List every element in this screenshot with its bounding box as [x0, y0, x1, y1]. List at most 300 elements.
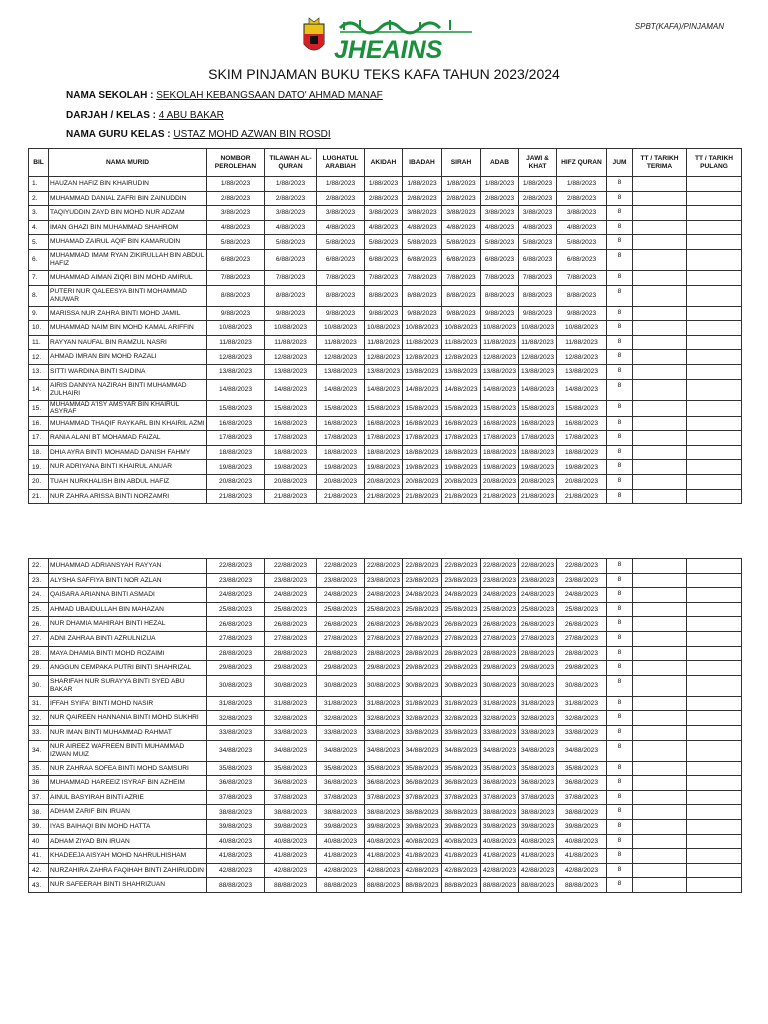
received-signature-cell[interactable] [633, 460, 687, 475]
subject-book-number: 2/88/2023 [317, 191, 365, 206]
subject-book-number: 39/88/2023 [317, 819, 365, 834]
subject-book-number: 36/88/2023 [557, 776, 607, 791]
subject-book-number: 1/88/2023 [442, 177, 481, 192]
returned-signature-cell[interactable] [687, 559, 742, 574]
subject-book-number: 6/88/2023 [481, 249, 519, 270]
subject-book-number: 22/88/2023 [442, 559, 481, 574]
received-signature-cell[interactable] [633, 805, 687, 820]
subject-book-number: 37/88/2023 [481, 790, 519, 805]
received-signature-cell[interactable] [633, 489, 687, 504]
subject-book-number: 33/88/2023 [481, 725, 519, 740]
row-number: 2. [29, 191, 49, 206]
total-count: 8 [607, 740, 633, 761]
subject-book-number: 26/88/2023 [317, 617, 365, 632]
acquisition-number: 29/88/2023 [207, 661, 265, 676]
row-number: 37. [29, 790, 49, 805]
subject-book-number: 39/88/2023 [519, 819, 557, 834]
returned-signature-cell[interactable] [687, 661, 742, 676]
returned-signature-cell[interactable] [687, 834, 742, 849]
returned-signature-cell[interactable] [687, 460, 742, 475]
received-signature-cell[interactable] [633, 335, 687, 350]
row-number: 32. [29, 711, 49, 726]
subject-book-number: 40/88/2023 [442, 834, 481, 849]
col-header: JAWI & KHAT [519, 149, 557, 177]
received-signature-cell[interactable] [633, 400, 687, 416]
received-signature-cell[interactable] [633, 849, 687, 864]
total-count: 8 [607, 646, 633, 661]
subject-book-number: 9/88/2023 [557, 306, 607, 321]
col-header: HIFZ QURAN [557, 149, 607, 177]
row-number: 35. [29, 761, 49, 776]
subject-book-number: 32/88/2023 [519, 711, 557, 726]
received-signature-cell[interactable] [633, 776, 687, 791]
returned-signature-cell[interactable] [687, 740, 742, 761]
received-signature-cell[interactable] [633, 725, 687, 740]
returned-signature-cell[interactable] [687, 761, 742, 776]
acquisition-number: 33/88/2023 [207, 725, 265, 740]
subject-book-number: 30/88/2023 [442, 675, 481, 696]
returned-signature-cell[interactable] [687, 675, 742, 696]
subject-book-number: 38/88/2023 [403, 805, 442, 820]
subject-book-number: 16/88/2023 [519, 416, 557, 431]
subject-book-number: 38/88/2023 [519, 805, 557, 820]
subject-book-number: 41/88/2023 [265, 849, 317, 864]
returned-signature-cell[interactable] [687, 350, 742, 365]
returned-signature-cell[interactable] [687, 474, 742, 489]
row-number: 42. [29, 863, 49, 878]
subject-book-number: 21/88/2023 [442, 489, 481, 504]
subject-book-number: 35/88/2023 [365, 761, 403, 776]
received-signature-cell[interactable] [633, 646, 687, 661]
returned-signature-cell[interactable] [687, 270, 742, 285]
returned-signature-cell[interactable] [687, 776, 742, 791]
subject-book-number: 13/88/2023 [557, 364, 607, 379]
subject-book-number: 22/88/2023 [365, 559, 403, 574]
subject-book-number: 17/88/2023 [481, 431, 519, 446]
subject-book-number: 19/88/2023 [403, 460, 442, 475]
subject-book-number: 6/88/2023 [365, 249, 403, 270]
col-header: SIRAH [442, 149, 481, 177]
subject-book-number: 16/88/2023 [403, 416, 442, 431]
subject-book-number: 32/88/2023 [365, 711, 403, 726]
subject-book-number: 12/88/2023 [481, 350, 519, 365]
received-signature-cell[interactable] [633, 661, 687, 676]
subject-book-number: 6/88/2023 [519, 249, 557, 270]
subject-book-number: 27/88/2023 [317, 631, 365, 646]
subject-book-number: 10/88/2023 [317, 321, 365, 336]
subject-book-number: 12/88/2023 [519, 350, 557, 365]
subject-book-number: 18/88/2023 [265, 445, 317, 460]
row-number: 31. [29, 696, 49, 711]
returned-signature-cell[interactable] [687, 235, 742, 250]
received-signature-cell[interactable] [633, 445, 687, 460]
subject-book-number: 20/88/2023 [519, 474, 557, 489]
subject-book-number: 1/88/2023 [481, 177, 519, 192]
school-name-line [66, 90, 383, 101]
table-row [29, 335, 742, 350]
returned-signature-cell[interactable] [687, 849, 742, 864]
subject-book-number: 21/88/2023 [519, 489, 557, 504]
subject-book-number: 13/88/2023 [403, 364, 442, 379]
col-header: NAMA MURID [49, 149, 207, 177]
student-name: AIRIS DANNYA NAZIRAH BINTI MUHAMMAD ZULHAIRI [49, 379, 207, 400]
subject-book-number: 24/88/2023 [557, 588, 607, 603]
returned-signature-cell[interactable] [687, 489, 742, 504]
subject-book-number: 7/88/2023 [265, 270, 317, 285]
table-row [29, 675, 742, 696]
returned-signature-cell[interactable] [687, 696, 742, 711]
subject-book-number: 14/88/2023 [519, 379, 557, 400]
subject-book-number: 4/88/2023 [317, 220, 365, 235]
table-row [29, 878, 742, 893]
received-signature-cell[interactable] [633, 588, 687, 603]
returned-signature-cell[interactable] [687, 249, 742, 270]
subject-book-number: 13/88/2023 [265, 364, 317, 379]
subject-book-number: 2/88/2023 [403, 191, 442, 206]
subject-book-number: 88/88/2023 [519, 878, 557, 893]
subject-book-number: 36/88/2023 [403, 776, 442, 791]
table-row [29, 696, 742, 711]
total-count: 8 [607, 661, 633, 676]
subject-book-number: 41/88/2023 [557, 849, 607, 864]
subject-book-number: 10/88/2023 [265, 321, 317, 336]
row-number: 9. [29, 306, 49, 321]
received-signature-cell[interactable] [633, 270, 687, 285]
table-row [29, 249, 742, 270]
table-row [29, 400, 742, 416]
table-row [29, 191, 742, 206]
received-signature-cell[interactable] [633, 675, 687, 696]
subject-book-number: 18/88/2023 [317, 445, 365, 460]
row-number: 41. [29, 849, 49, 864]
subject-book-number: 41/88/2023 [519, 849, 557, 864]
returned-signature-cell[interactable] [687, 602, 742, 617]
returned-signature-cell[interactable] [687, 379, 742, 400]
student-name: ADHAM ZARIF BIN IRUAN [49, 805, 207, 820]
subject-book-number: 25/88/2023 [365, 602, 403, 617]
subject-book-number: 15/88/2023 [317, 400, 365, 416]
received-signature-cell[interactable] [633, 321, 687, 336]
received-signature-cell[interactable] [633, 602, 687, 617]
returned-signature-cell[interactable] [687, 431, 742, 446]
subject-book-number: 26/88/2023 [403, 617, 442, 632]
student-name: MUHAMMAD A'ISY AMSYAR BIN KHAIRUL ASYRAF [49, 400, 207, 416]
subject-book-number: 25/88/2023 [557, 602, 607, 617]
subject-book-number: 20/88/2023 [403, 474, 442, 489]
subject-book-number: 42/88/2023 [317, 863, 365, 878]
returned-signature-cell[interactable] [687, 321, 742, 336]
subject-book-number: 37/88/2023 [557, 790, 607, 805]
subject-book-number: 15/88/2023 [403, 400, 442, 416]
returned-signature-cell[interactable] [687, 790, 742, 805]
table-row [29, 235, 742, 250]
returned-signature-cell[interactable] [687, 220, 742, 235]
subject-book-number: 9/88/2023 [317, 306, 365, 321]
returned-signature-cell[interactable] [687, 445, 742, 460]
subject-book-number: 6/88/2023 [403, 249, 442, 270]
table-row [29, 863, 742, 878]
subject-book-number: 28/88/2023 [481, 646, 519, 661]
received-signature-cell[interactable] [633, 761, 687, 776]
table-row [29, 805, 742, 820]
subject-book-number: 17/88/2023 [317, 431, 365, 446]
subject-book-number: 4/88/2023 [481, 220, 519, 235]
received-signature-cell[interactable] [633, 206, 687, 221]
received-signature-cell[interactable] [633, 711, 687, 726]
received-signature-cell[interactable] [633, 350, 687, 365]
received-signature-cell[interactable] [633, 364, 687, 379]
total-count: 8 [607, 863, 633, 878]
returned-signature-cell[interactable] [687, 631, 742, 646]
returned-signature-cell[interactable] [687, 617, 742, 632]
table-row [29, 285, 742, 306]
table-row [29, 819, 742, 834]
total-count: 8 [607, 379, 633, 400]
subject-book-number: 16/88/2023 [365, 416, 403, 431]
subject-book-number: 11/88/2023 [265, 335, 317, 350]
school-name-value: SEKOLAH KEBANGSAAN DATO' AHMAD MANAF [156, 90, 383, 101]
total-count: 8 [607, 805, 633, 820]
returned-signature-cell[interactable] [687, 725, 742, 740]
returned-signature-cell[interactable] [687, 285, 742, 306]
subject-book-number: 24/88/2023 [403, 588, 442, 603]
subject-book-number: 23/88/2023 [519, 573, 557, 588]
received-signature-cell[interactable] [633, 740, 687, 761]
subject-book-number: 5/88/2023 [365, 235, 403, 250]
returned-signature-cell[interactable] [687, 805, 742, 820]
subject-book-number: 17/88/2023 [442, 431, 481, 446]
row-number: 27. [29, 631, 49, 646]
returned-signature-cell[interactable] [687, 878, 742, 893]
subject-book-number: 18/88/2023 [481, 445, 519, 460]
subject-book-number: 8/88/2023 [317, 285, 365, 306]
student-name: KHADEEJA AISYAH MOHD NAHRULHISHAM [49, 849, 207, 864]
subject-book-number: 20/88/2023 [557, 474, 607, 489]
subject-book-number: 22/88/2023 [557, 559, 607, 574]
student-name: MUHAMMAD DANIAL ZAFRI BIN ZAINUDDIN [49, 191, 207, 206]
total-count: 8 [607, 675, 633, 696]
row-number: 3. [29, 206, 49, 221]
total-count: 8 [607, 573, 633, 588]
row-number: 29. [29, 661, 49, 676]
row-number: 14. [29, 379, 49, 400]
subject-book-number: 7/88/2023 [317, 270, 365, 285]
subject-book-number: 4/88/2023 [519, 220, 557, 235]
subject-book-number: 88/88/2023 [403, 878, 442, 893]
subject-book-number: 19/88/2023 [317, 460, 365, 475]
subject-book-number: 32/88/2023 [481, 711, 519, 726]
acquisition-number: 20/88/2023 [207, 474, 265, 489]
returned-signature-cell[interactable] [687, 177, 742, 192]
student-name: MUHAMMAD HAREEIZ ISYRAF BIN AZHEIM [49, 776, 207, 791]
subject-book-number: 18/88/2023 [403, 445, 442, 460]
returned-signature-cell[interactable] [687, 819, 742, 834]
received-signature-cell[interactable] [633, 191, 687, 206]
returned-signature-cell[interactable] [687, 573, 742, 588]
received-signature-cell[interactable] [633, 819, 687, 834]
teacher-value: USTAZ MOHD AZWAN BIN ROSDI [173, 129, 331, 140]
subject-book-number: 30/88/2023 [265, 675, 317, 696]
received-signature-cell[interactable] [633, 306, 687, 321]
acquisition-number: 41/88/2023 [207, 849, 265, 864]
subject-book-number: 17/88/2023 [519, 431, 557, 446]
total-count: 8 [607, 400, 633, 416]
subject-book-number: 88/88/2023 [442, 878, 481, 893]
subject-book-number: 22/88/2023 [481, 559, 519, 574]
subject-book-number: 26/88/2023 [519, 617, 557, 632]
page-title: SKIM PINJAMAN BUKU TEKS KAFA TAHUN 2023/2024 [208, 66, 560, 82]
received-signature-cell[interactable] [633, 474, 687, 489]
received-signature-cell[interactable] [633, 617, 687, 632]
subject-book-number: 12/88/2023 [365, 350, 403, 365]
row-number: 16. [29, 416, 49, 431]
subject-book-number: 34/88/2023 [481, 740, 519, 761]
subject-book-number: 12/88/2023 [317, 350, 365, 365]
subject-book-number: 25/88/2023 [481, 602, 519, 617]
table-row [29, 445, 742, 460]
state-crest-icon [304, 18, 324, 50]
received-signature-cell[interactable] [633, 379, 687, 400]
subject-book-number: 21/88/2023 [365, 489, 403, 504]
total-count: 8 [607, 431, 633, 446]
received-signature-cell[interactable] [633, 878, 687, 893]
subject-book-number: 21/88/2023 [557, 489, 607, 504]
subject-book-number: 29/88/2023 [317, 661, 365, 676]
returned-signature-cell[interactable] [687, 364, 742, 379]
subject-book-number: 4/88/2023 [557, 220, 607, 235]
total-count: 8 [607, 559, 633, 574]
subject-book-number: 19/88/2023 [365, 460, 403, 475]
received-signature-cell[interactable] [633, 177, 687, 192]
acquisition-number: 9/88/2023 [207, 306, 265, 321]
row-number: 38. [29, 805, 49, 820]
returned-signature-cell[interactable] [687, 863, 742, 878]
student-name: MUHAMAD ZAIRUL AQIF BIN KAMARUDIN [49, 235, 207, 250]
table-row [29, 661, 742, 676]
received-signature-cell[interactable] [633, 416, 687, 431]
row-number: 8. [29, 285, 49, 306]
received-signature-cell[interactable] [633, 834, 687, 849]
returned-signature-cell[interactable] [687, 711, 742, 726]
student-name: PUTERI NUR QALEESYA BINTI MOHAMMAD ANUWAR [49, 285, 207, 306]
subject-book-number: 5/88/2023 [442, 235, 481, 250]
subject-book-number: 11/88/2023 [519, 335, 557, 350]
subject-book-number: 19/88/2023 [265, 460, 317, 475]
acquisition-number: 6/88/2023 [207, 249, 265, 270]
subject-book-number: 24/88/2023 [481, 588, 519, 603]
subject-book-number: 15/88/2023 [481, 400, 519, 416]
subject-book-number: 14/88/2023 [403, 379, 442, 400]
total-count: 8 [607, 602, 633, 617]
row-number: 21. [29, 489, 49, 504]
subject-book-number: 40/88/2023 [365, 834, 403, 849]
col-header: TT / TARIKH TERIMA [633, 149, 687, 177]
subject-book-number: 33/88/2023 [519, 725, 557, 740]
acquisition-number: 12/88/2023 [207, 350, 265, 365]
returned-signature-cell[interactable] [687, 646, 742, 661]
subject-book-number: 33/88/2023 [365, 725, 403, 740]
table-row [29, 602, 742, 617]
total-count: 8 [607, 725, 633, 740]
subject-book-number: 6/88/2023 [265, 249, 317, 270]
subject-book-number: 20/88/2023 [481, 474, 519, 489]
total-count: 8 [607, 445, 633, 460]
subject-book-number: 19/88/2023 [481, 460, 519, 475]
returned-signature-cell[interactable] [687, 416, 742, 431]
row-number: 33. [29, 725, 49, 740]
subject-book-number: 25/88/2023 [442, 602, 481, 617]
total-count: 8 [607, 306, 633, 321]
subject-book-number: 35/88/2023 [317, 761, 365, 776]
subject-book-number: 7/88/2023 [557, 270, 607, 285]
received-signature-cell[interactable] [633, 631, 687, 646]
received-signature-cell[interactable] [633, 573, 687, 588]
returned-signature-cell[interactable] [687, 588, 742, 603]
returned-signature-cell[interactable] [687, 306, 742, 321]
row-number: 13. [29, 364, 49, 379]
total-count: 8 [607, 588, 633, 603]
received-signature-cell[interactable] [633, 431, 687, 446]
subject-book-number: 15/88/2023 [265, 400, 317, 416]
student-name: IYAS BAIHAQI BIN MOHD HATTA [49, 819, 207, 834]
received-signature-cell[interactable] [633, 863, 687, 878]
subject-book-number: 1/88/2023 [519, 177, 557, 192]
student-name: ALYSHA SAFFIYA BINTI NOR AZLAN [49, 573, 207, 588]
subject-book-number: 8/88/2023 [442, 285, 481, 306]
subject-book-number: 3/88/2023 [365, 206, 403, 221]
returned-signature-cell[interactable] [687, 335, 742, 350]
received-signature-cell[interactable] [633, 235, 687, 250]
received-signature-cell[interactable] [633, 790, 687, 805]
subject-book-number: 7/88/2023 [442, 270, 481, 285]
col-header: ADAB [481, 149, 519, 177]
returned-signature-cell[interactable] [687, 206, 742, 221]
subject-book-number: 42/88/2023 [557, 863, 607, 878]
student-name: ADNI ZAHRAA BINTI AZRULNIZUA [49, 631, 207, 646]
subject-book-number: 35/88/2023 [265, 761, 317, 776]
student-name: MUHAMMAD AIMAN ZIQRI BIN MOHD AMIRUL [49, 270, 207, 285]
total-count: 8 [607, 761, 633, 776]
subject-book-number: 31/88/2023 [317, 696, 365, 711]
received-signature-cell[interactable] [633, 696, 687, 711]
row-number: 15. [29, 400, 49, 416]
row-number: 11. [29, 335, 49, 350]
subject-book-number: 16/88/2023 [557, 416, 607, 431]
received-signature-cell[interactable] [633, 285, 687, 306]
row-number: 12. [29, 350, 49, 365]
returned-signature-cell[interactable] [687, 191, 742, 206]
subject-book-number: 88/88/2023 [265, 878, 317, 893]
subject-book-number: 28/88/2023 [317, 646, 365, 661]
student-name: SITTI WARDINA BINTI SAIDINA [49, 364, 207, 379]
subject-book-number: 37/88/2023 [365, 790, 403, 805]
total-count: 8 [607, 631, 633, 646]
class-label: DARJAH / KELAS : [66, 110, 157, 121]
received-signature-cell[interactable] [633, 559, 687, 574]
acquisition-number: 14/88/2023 [207, 379, 265, 400]
acquisition-number: 88/88/2023 [207, 878, 265, 893]
subject-book-number: 9/88/2023 [265, 306, 317, 321]
received-signature-cell[interactable] [633, 249, 687, 270]
subject-book-number: 32/88/2023 [403, 711, 442, 726]
received-signature-cell[interactable] [633, 220, 687, 235]
row-number: 7. [29, 270, 49, 285]
returned-signature-cell[interactable] [687, 400, 742, 416]
subject-book-number: 20/88/2023 [365, 474, 403, 489]
acquisition-number: 3/88/2023 [207, 206, 265, 221]
subject-book-number: 32/88/2023 [317, 711, 365, 726]
subject-book-number: 26/88/2023 [557, 617, 607, 632]
